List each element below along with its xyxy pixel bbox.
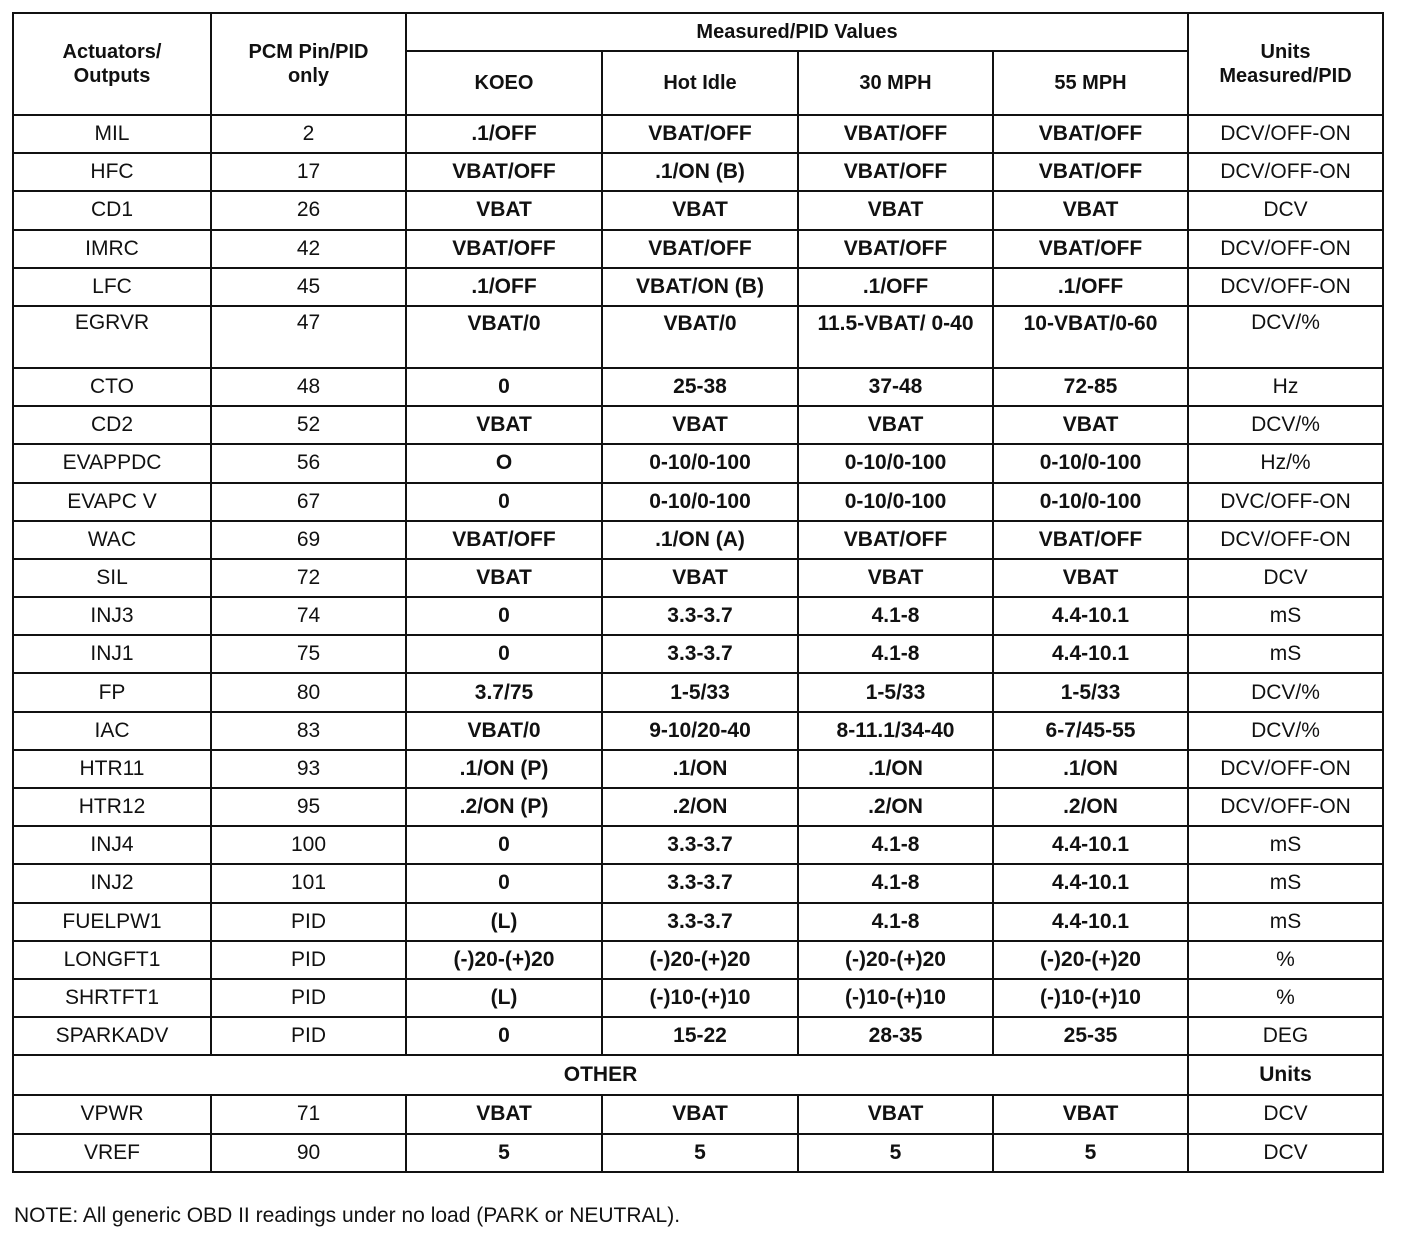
- actuator-name: IAC: [13, 712, 211, 750]
- hot-idle-value: 3.3-3.7: [602, 597, 798, 635]
- mph-30-value: 8-11.1/34-40: [798, 712, 993, 750]
- actuator-name: FUELPW1: [13, 903, 211, 941]
- units-value: mS: [1188, 826, 1383, 864]
- pcm-pin: 56: [211, 444, 406, 482]
- pcm-pin: 100: [211, 826, 406, 864]
- koeo-value: .1/ON (P): [406, 750, 602, 788]
- koeo-value: 0: [406, 483, 602, 521]
- mph-55-value: .1/ON: [993, 750, 1188, 788]
- pcm-pin: 47: [211, 306, 406, 368]
- koeo-value: 0: [406, 826, 602, 864]
- koeo-value: (-)20-(+)20: [406, 941, 602, 979]
- koeo-value: VBAT: [406, 191, 602, 229]
- table-row: [13, 306, 1383, 368]
- koeo-value: VBAT: [406, 559, 602, 597]
- mph-30-value: 28-35: [798, 1017, 993, 1055]
- mph-55-value: VBAT/OFF: [993, 521, 1188, 559]
- actuator-name: EVAPC V: [13, 483, 211, 521]
- koeo-value: .1/OFF: [406, 268, 602, 306]
- units-value: DCV/OFF-ON: [1188, 788, 1383, 826]
- table-row: [13, 559, 1383, 597]
- koeo-value: VBAT/0: [406, 712, 602, 750]
- hot-idle-value: .1/ON: [602, 750, 798, 788]
- mph-55-value: 4.4-10.1: [993, 903, 1188, 941]
- mph-30-value: 4.1-8: [798, 903, 993, 941]
- pid-values-table: [12, 12, 1384, 1173]
- table-row: [13, 521, 1383, 559]
- mph-55-value: 25-35: [993, 1017, 1188, 1055]
- hot-idle-value: VBAT: [602, 406, 798, 444]
- actuator-name: VPWR: [13, 1095, 211, 1133]
- table-row: [13, 115, 1383, 153]
- table-row: [13, 826, 1383, 864]
- mph-55-value: 10-VBAT/0-60: [993, 306, 1188, 368]
- pcm-pin: 26: [211, 191, 406, 229]
- koeo-value: 0: [406, 635, 602, 673]
- actuator-name: IMRC: [13, 230, 211, 268]
- hot-idle-value: 25-38: [602, 368, 798, 406]
- units-value: DCV/OFF-ON: [1188, 521, 1383, 559]
- table-row: [13, 750, 1383, 788]
- pcm-pin: 101: [211, 864, 406, 902]
- table-row: [13, 191, 1383, 229]
- mph-30-value: 5: [798, 1134, 993, 1172]
- mph-30-value: VBAT: [798, 406, 993, 444]
- hot-idle-value: .1/ON (A): [602, 521, 798, 559]
- hot-idle-value: 0-10/0-100: [602, 483, 798, 521]
- koeo-value: .1/OFF: [406, 115, 602, 153]
- other-units-label: Units: [1188, 1055, 1383, 1095]
- hot-idle-value: 3.3-3.7: [602, 903, 798, 941]
- actuator-rows: [13, 115, 1383, 1055]
- koeo-value: VBAT: [406, 1095, 602, 1133]
- pcm-pin: 75: [211, 635, 406, 673]
- mph-30-value: VBAT: [798, 191, 993, 229]
- mph-55-value: 4.4-10.1: [993, 597, 1188, 635]
- hot-idle-value: (-)20-(+)20: [602, 941, 798, 979]
- koeo-value: (L): [406, 903, 602, 941]
- mph-30-value: 0-10/0-100: [798, 483, 993, 521]
- mph-30-value: VBAT/OFF: [798, 230, 993, 268]
- actuator-name: CD2: [13, 406, 211, 444]
- units-value: DCV: [1188, 1134, 1383, 1172]
- table-row: [13, 864, 1383, 902]
- hot-idle-value: 1-5/33: [602, 673, 798, 711]
- pcm-pin: 90: [211, 1134, 406, 1172]
- koeo-value: VBAT/OFF: [406, 230, 602, 268]
- mph-30-value: .2/ON: [798, 788, 993, 826]
- table-row: [13, 788, 1383, 826]
- pcm-pin: 74: [211, 597, 406, 635]
- hot-idle-value: VBAT: [602, 1095, 798, 1133]
- hot-idle-value: 0-10/0-100: [602, 444, 798, 482]
- koeo-value: .2/ON (P): [406, 788, 602, 826]
- units-value: DCV/%: [1188, 673, 1383, 711]
- actuator-name: SIL: [13, 559, 211, 597]
- mph-55-value: VBAT: [993, 406, 1188, 444]
- mph-30-value: VBAT/OFF: [798, 153, 993, 191]
- units-value: mS: [1188, 864, 1383, 902]
- koeo-value: 0: [406, 597, 602, 635]
- table-row: [13, 1095, 1383, 1133]
- pcm-pin: 48: [211, 368, 406, 406]
- units-value: mS: [1188, 903, 1383, 941]
- table-row: [13, 406, 1383, 444]
- pcm-pin: 95: [211, 788, 406, 826]
- table-row: [13, 597, 1383, 635]
- actuator-name: LONGFT1: [13, 941, 211, 979]
- pcm-pin: 42: [211, 230, 406, 268]
- hot-idle-value: 3.3-3.7: [602, 635, 798, 673]
- mph-30-value: .1/ON: [798, 750, 993, 788]
- hot-idle-value: VBAT/ON (B): [602, 268, 798, 306]
- units-value: DVC/OFF-ON: [1188, 483, 1383, 521]
- mph-30-value: VBAT: [798, 559, 993, 597]
- koeo-value: O: [406, 444, 602, 482]
- mph-30-value: VBAT/OFF: [798, 115, 993, 153]
- table-row: [13, 230, 1383, 268]
- header-units: Units Measured/PID: [1188, 13, 1383, 115]
- mph-55-value: VBAT/OFF: [993, 153, 1188, 191]
- header-55-mph: 55 MPH: [993, 51, 1188, 115]
- hot-idle-value: 5: [602, 1134, 798, 1172]
- table-row: [13, 368, 1383, 406]
- hot-idle-value: 9-10/20-40: [602, 712, 798, 750]
- units-value: DCV/OFF-ON: [1188, 750, 1383, 788]
- mph-55-value: VBAT/OFF: [993, 230, 1188, 268]
- actuator-name: MIL: [13, 115, 211, 153]
- mph-55-value: 5: [993, 1134, 1188, 1172]
- table-row: [13, 712, 1383, 750]
- table-row: [13, 1134, 1383, 1172]
- mph-30-value: 4.1-8: [798, 635, 993, 673]
- pcm-pin: 52: [211, 406, 406, 444]
- units-value: DCV/%: [1188, 306, 1383, 368]
- actuator-name: EVAPPDC: [13, 444, 211, 482]
- actuator-name: LFC: [13, 268, 211, 306]
- table-row: [13, 153, 1383, 191]
- header-hot-idle: Hot Idle: [602, 51, 798, 115]
- actuator-name: HFC: [13, 153, 211, 191]
- pcm-pin: 71: [211, 1095, 406, 1133]
- koeo-value: VBAT/0: [406, 306, 602, 368]
- pcm-pin: 72: [211, 559, 406, 597]
- units-value: DCV/OFF-ON: [1188, 268, 1383, 306]
- mph-55-value: (-)10-(+)10: [993, 979, 1188, 1017]
- koeo-value: (L): [406, 979, 602, 1017]
- mph-55-value: 4.4-10.1: [993, 826, 1188, 864]
- pcm-pin: 2: [211, 115, 406, 153]
- pcm-pin: PID: [211, 903, 406, 941]
- table-row: [13, 268, 1383, 306]
- koeo-value: 3.7/75: [406, 673, 602, 711]
- footnote: NOTE: All generic OBD II readings under no load (PARK or NEUTRAL).: [14, 1204, 681, 1227]
- units-value: DCV/%: [1188, 712, 1383, 750]
- table-row: [13, 635, 1383, 673]
- table-row: [13, 483, 1383, 521]
- mph-30-value: 4.1-8: [798, 597, 993, 635]
- mph-30-value: (-)10-(+)10: [798, 979, 993, 1017]
- mph-30-value: VBAT/OFF: [798, 521, 993, 559]
- units-value: DCV: [1188, 191, 1383, 229]
- other-label: OTHER: [13, 1055, 1188, 1095]
- units-value: Hz/%: [1188, 444, 1383, 482]
- header-koeo: KOEO: [406, 51, 602, 115]
- other-rows: [13, 1095, 1383, 1171]
- koeo-value: 5: [406, 1134, 602, 1172]
- pid-values-sheet: [12, 12, 1384, 1173]
- pcm-pin: 17: [211, 153, 406, 191]
- table-row: [13, 903, 1383, 941]
- hot-idle-value: 3.3-3.7: [602, 864, 798, 902]
- pcm-pin: 67: [211, 483, 406, 521]
- other-section: [13, 1055, 1383, 1095]
- mph-55-value: 0-10/0-100: [993, 444, 1188, 482]
- hot-idle-value: VBAT/OFF: [602, 230, 798, 268]
- actuator-name: WAC: [13, 521, 211, 559]
- hot-idle-value: (-)10-(+)10: [602, 979, 798, 1017]
- koeo-value: VBAT/OFF: [406, 153, 602, 191]
- actuator-name: INJ2: [13, 864, 211, 902]
- mph-55-value: 6-7/45-55: [993, 712, 1188, 750]
- hot-idle-value: VBAT: [602, 559, 798, 597]
- koeo-value: 0: [406, 368, 602, 406]
- pcm-pin: PID: [211, 941, 406, 979]
- actuator-name: EGRVR: [13, 306, 211, 368]
- pcm-pin: 83: [211, 712, 406, 750]
- actuator-name: INJ3: [13, 597, 211, 635]
- actuator-name: VREF: [13, 1134, 211, 1172]
- koeo-value: VBAT: [406, 406, 602, 444]
- units-value: DEG: [1188, 1017, 1383, 1055]
- mph-55-value: 1-5/33: [993, 673, 1188, 711]
- units-value: Hz: [1188, 368, 1383, 406]
- hot-idle-value: VBAT/OFF: [602, 115, 798, 153]
- mph-55-value: 0-10/0-100: [993, 483, 1188, 521]
- koeo-value: 0: [406, 864, 602, 902]
- actuator-name: CTO: [13, 368, 211, 406]
- mph-55-value: .2/ON: [993, 788, 1188, 826]
- mph-30-value: 0-10/0-100: [798, 444, 993, 482]
- header-actuators: Actuators/ Outputs: [13, 13, 211, 115]
- mph-55-value: 4.4-10.1: [993, 635, 1188, 673]
- hot-idle-value: 15-22: [602, 1017, 798, 1055]
- units-value: DCV/OFF-ON: [1188, 115, 1383, 153]
- table-row: [13, 979, 1383, 1017]
- units-value: %: [1188, 941, 1383, 979]
- units-value: DCV: [1188, 1095, 1383, 1133]
- mph-55-value: 4.4-10.1: [993, 864, 1188, 902]
- hot-idle-value: .2/ON: [602, 788, 798, 826]
- header-pcm-pin: PCM Pin/PID only: [211, 13, 406, 115]
- mph-55-value: VBAT: [993, 1095, 1188, 1133]
- units-value: mS: [1188, 635, 1383, 673]
- mph-55-value: 72-85: [993, 368, 1188, 406]
- units-value: mS: [1188, 597, 1383, 635]
- actuator-name: CD1: [13, 191, 211, 229]
- actuator-name: FP: [13, 673, 211, 711]
- mph-30-value: .1/OFF: [798, 268, 993, 306]
- header-measured-values: Measured/PID Values: [406, 13, 1188, 51]
- pcm-pin: 80: [211, 673, 406, 711]
- pcm-pin: 69: [211, 521, 406, 559]
- table-row: [13, 941, 1383, 979]
- koeo-value: 0: [406, 1017, 602, 1055]
- pcm-pin: 45: [211, 268, 406, 306]
- mph-30-value: 37-48: [798, 368, 993, 406]
- mph-55-value: VBAT: [993, 559, 1188, 597]
- pcm-pin: PID: [211, 979, 406, 1017]
- hot-idle-value: VBAT/0: [602, 306, 798, 368]
- mph-30-value: 4.1-8: [798, 864, 993, 902]
- units-value: %: [1188, 979, 1383, 1017]
- pcm-pin: 93: [211, 750, 406, 788]
- units-value: DCV/%: [1188, 406, 1383, 444]
- pcm-pin: PID: [211, 1017, 406, 1055]
- header-30-mph: 30 MPH: [798, 51, 993, 115]
- actuator-name: SPARKADV: [13, 1017, 211, 1055]
- actuator-name: INJ4: [13, 826, 211, 864]
- mph-30-value: 4.1-8: [798, 826, 993, 864]
- mph-30-value: (-)20-(+)20: [798, 941, 993, 979]
- table-row: [13, 444, 1383, 482]
- mph-30-value: VBAT: [798, 1095, 993, 1133]
- hot-idle-value: 3.3-3.7: [602, 826, 798, 864]
- units-value: DCV/OFF-ON: [1188, 230, 1383, 268]
- hot-idle-value: .1/ON (B): [602, 153, 798, 191]
- mph-55-value: VBAT: [993, 191, 1188, 229]
- table-row: [13, 673, 1383, 711]
- mph-55-value: .1/OFF: [993, 268, 1188, 306]
- mph-55-value: (-)20-(+)20: [993, 941, 1188, 979]
- koeo-value: VBAT/OFF: [406, 521, 602, 559]
- actuator-name: INJ1: [13, 635, 211, 673]
- actuator-name: HTR12: [13, 788, 211, 826]
- units-value: DCV: [1188, 559, 1383, 597]
- mph-30-value: 11.5-VBAT/ 0-40: [798, 306, 993, 368]
- actuator-name: HTR11: [13, 750, 211, 788]
- units-value: DCV/OFF-ON: [1188, 153, 1383, 191]
- table-row: [13, 1017, 1383, 1055]
- actuator-name: SHRTFT1: [13, 979, 211, 1017]
- hot-idle-value: VBAT: [602, 191, 798, 229]
- mph-30-value: 1-5/33: [798, 673, 993, 711]
- mph-55-value: VBAT/OFF: [993, 115, 1188, 153]
